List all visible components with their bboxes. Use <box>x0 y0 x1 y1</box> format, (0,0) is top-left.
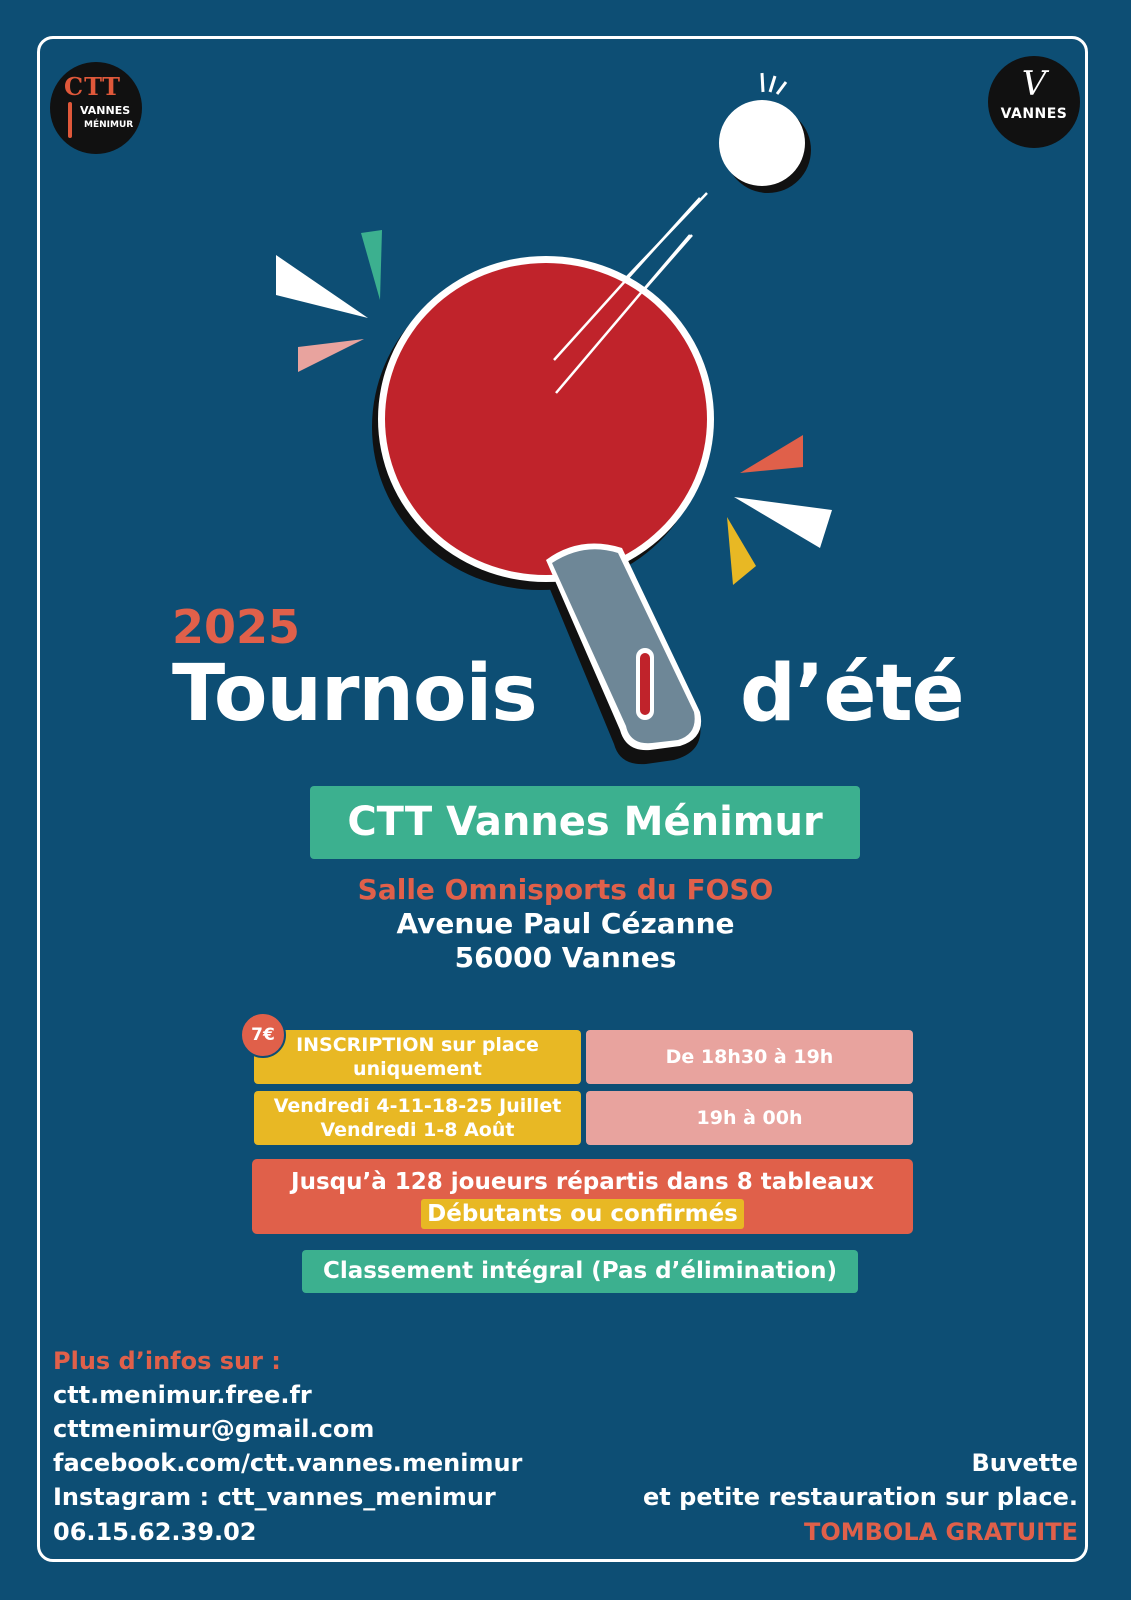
vannes-mark: V <box>1021 64 1047 104</box>
yellow-burst-icon <box>727 517 756 585</box>
players-info-box <box>252 1159 913 1234</box>
website-link[interactable]: ctt.menimur.free.fr <box>53 1381 312 1409</box>
email-link[interactable]: cttmenimur@gmail.com <box>53 1415 375 1443</box>
registration-line2: uniquement <box>353 1058 482 1080</box>
logo-ctt-text: CTT <box>64 72 121 101</box>
instagram-link[interactable]: Instagram : ctt_vannes_menimur <box>53 1483 496 1511</box>
registration-time <box>586 1030 913 1084</box>
dates-label <box>254 1091 581 1145</box>
registration-label <box>254 1030 581 1084</box>
restauration-text: et petite restauration sur place. <box>643 1483 1078 1511</box>
logo-menimur-text: MÉNIMUR <box>84 120 134 130</box>
dates-line2: Vendredi 1-8 Août <box>320 1119 515 1141</box>
contact-heading: Plus d’infos sur : <box>53 1347 281 1375</box>
buvette-text: Buvette <box>971 1449 1078 1477</box>
orange-burst-icon <box>740 435 803 473</box>
play-time <box>586 1091 913 1145</box>
price-badge: 7€ <box>240 1012 286 1058</box>
play-time-text: 19h à 00h <box>696 1107 803 1129</box>
players-line: Jusqu’à 128 joueurs répartis dans 8 tableaux <box>291 1169 874 1195</box>
registration-line1: INSCRIPTION sur place <box>296 1034 539 1056</box>
club-name-banner: CTT Vannes Ménimur <box>310 786 860 859</box>
vannes-logo-text: VANNES <box>1000 106 1068 122</box>
title-ete: d’été <box>740 649 964 739</box>
facebook-link[interactable]: facebook.com/ctt.vannes.menimur <box>53 1449 523 1477</box>
registration-time-text: De 18h30 à 19h <box>665 1046 834 1068</box>
title-tournois: Tournois <box>172 649 537 739</box>
dates-line1: Vendredi 4-11-18-25 Juillet <box>273 1095 562 1117</box>
level-highlight: Débutants ou confirmés <box>421 1199 744 1229</box>
white-burst-right-icon <box>734 497 832 548</box>
event-year: 2025 <box>172 600 301 654</box>
tombola-text: TOMBOLA GRATUITE <box>803 1518 1078 1546</box>
pink-burst-icon <box>298 339 364 372</box>
ranking-box: Classement intégral (Pas d’élimination) <box>302 1250 858 1293</box>
venue-name: Salle Omnisports du FOSO <box>357 873 774 906</box>
green-burst-icon <box>361 230 382 300</box>
phone-number: 06.15.62.39.02 <box>53 1518 257 1546</box>
venue-city: 56000 Vannes <box>454 941 677 974</box>
logo-vannes-text: VANNES <box>80 104 131 117</box>
venue-street: Avenue Paul Cézanne <box>396 907 735 940</box>
white-burst-left-icon <box>276 255 368 318</box>
